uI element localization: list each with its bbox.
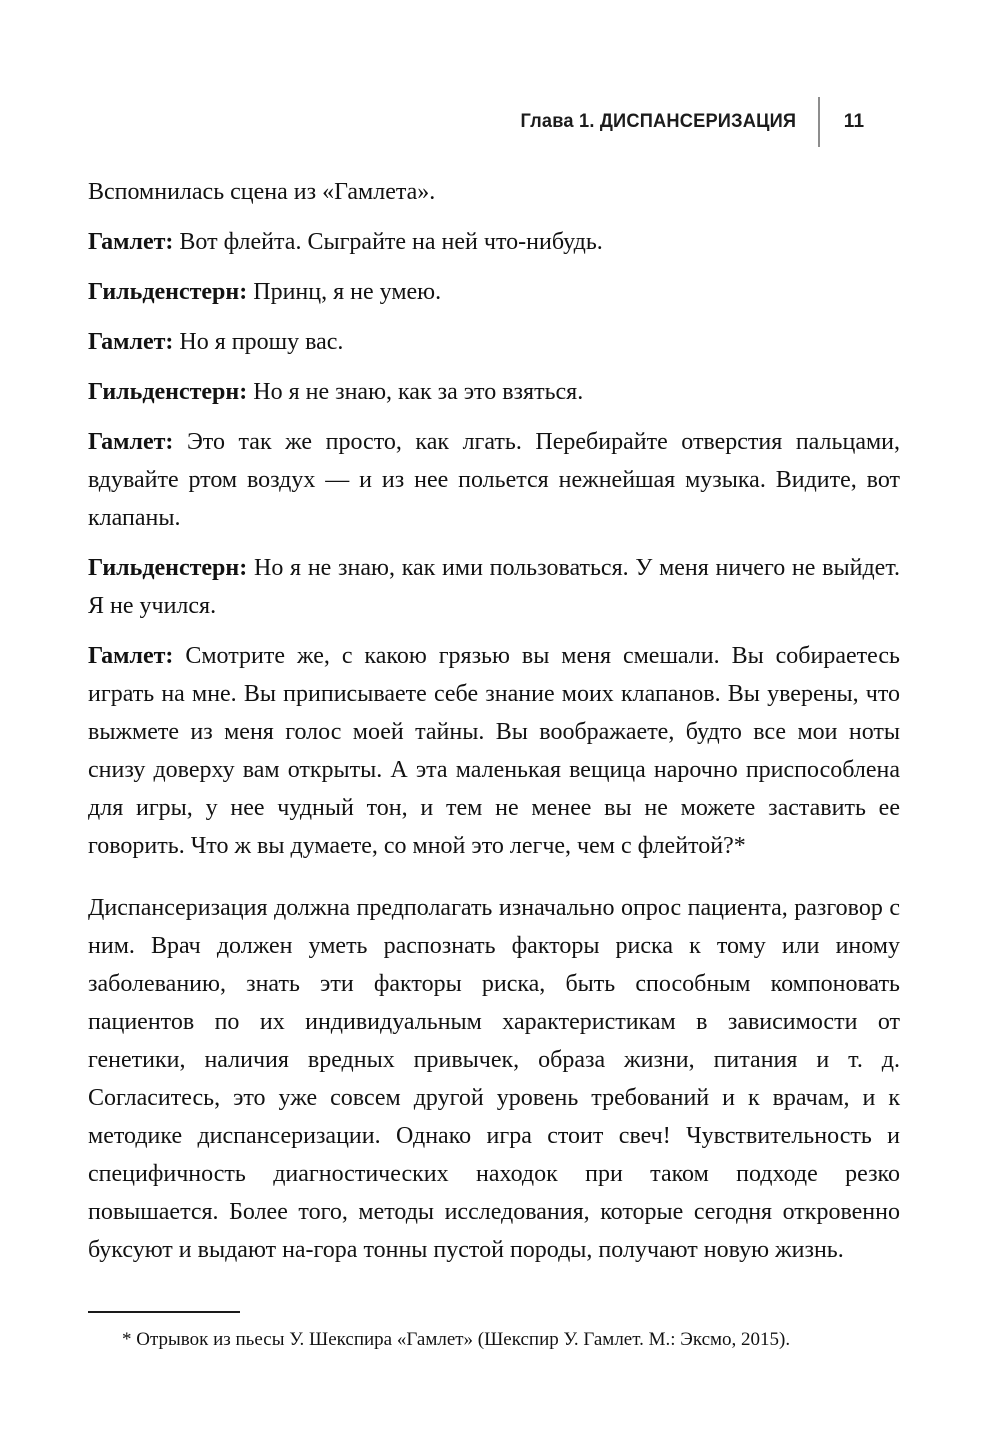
dialogue-text: Принц, я не умею.: [253, 279, 442, 305]
body-paragraph: Диспансеризация должна предполагать изначально опрос пациента, разговор с ним. Врач должен уметь распознать факторы риска к тому или иному заболеванию, знать эти факторы риска, быть способным компоновать пациентов по их индивидуальным характеристикам в зависимости от генетики, наличия вредных привычек, образа жизни, питания и т. д. Согласитесь, это уже совсем другой уровень требований и к врачам, и к методике диспансеризации. Однако игра стоит свеч! Чувствительность и специфичность диагностических находок при таком подходе резко повышается. Более того, методы исследования, которые сегодня откровенно буксуют и выдают на-гора тонны пустой породы, получают новую жизнь.: [88, 895, 900, 1263]
speaker-name: Гамлет:: [88, 229, 174, 255]
dialogue-paragraph: [88, 549, 900, 625]
dialogue-paragraph: [88, 373, 900, 411]
dialogue-paragraph: [88, 223, 900, 261]
speaker-name: Гильденстерн:: [88, 379, 248, 405]
dialogue-text: Но я прошу вас.: [179, 329, 344, 355]
dialogue-paragraph: [88, 273, 900, 311]
dialogue-paragraph: [88, 423, 900, 537]
dialogue-text: Но я не знаю, как ими пользоваться. У меня ничего не выйдет. Я не учился.: [88, 555, 901, 619]
chapter-title: Глава 1. ДИСПАНСЕРИЗАЦИЯ: [520, 111, 796, 132]
dialogue-text: Но я не знаю, как за это взяться.: [253, 379, 584, 405]
dialogue-text: Смотрите же, с какою грязью вы меня смешали. Вы собираетесь играть на мне. Вы приписываете себе знание моих клапанов. Вы уверены, что выжмете из меня голос моей тайны. Вы воображаете, будто все мои ноты снизу доверху вам открыты. А эта маленькая вещица нарочно приспособлена для игры, у нее чудный тон, и тем не менее вы не можете заставить ее говорить. Что ж вы думаете, со мной это легче, чем с флейтой?*: [88, 643, 900, 859]
footnote-text: * Отрывок из пьесы У. Шекспира «Гамлет» (Шекспир У. Гамлет. М.: Эксмо, 2015).: [122, 1329, 791, 1350]
speaker-name: Гильденстерн:: [88, 279, 248, 305]
intro-paragraph: Вспомнилась сцена из «Гамлета».: [88, 179, 436, 205]
speaker-name: Гамлет:: [88, 429, 174, 455]
speaker-name: Гильденстерн:: [88, 555, 248, 581]
dialogue-text: Вот флейта. Сыграйте на ней что-нибудь.: [179, 229, 603, 255]
footnote-rule: [88, 1311, 240, 1313]
dialogue-paragraph: [88, 323, 900, 361]
dialogue-paragraph: [88, 637, 900, 865]
footnote-block: [88, 1311, 900, 1356]
page-content: [88, 173, 900, 1356]
speaker-name: Гамлет:: [88, 329, 174, 355]
speaker-name: Гамлет:: [88, 643, 174, 669]
dialogue-text: Это так же просто, как лгать. Перебирайте отверстия пальцами, вдувайте ртом воздух — и из нее польется нежнейшая музыка. Видите, вот клапаны.: [88, 429, 900, 531]
page-number: 11: [843, 111, 865, 132]
running-header: [88, 97, 900, 147]
